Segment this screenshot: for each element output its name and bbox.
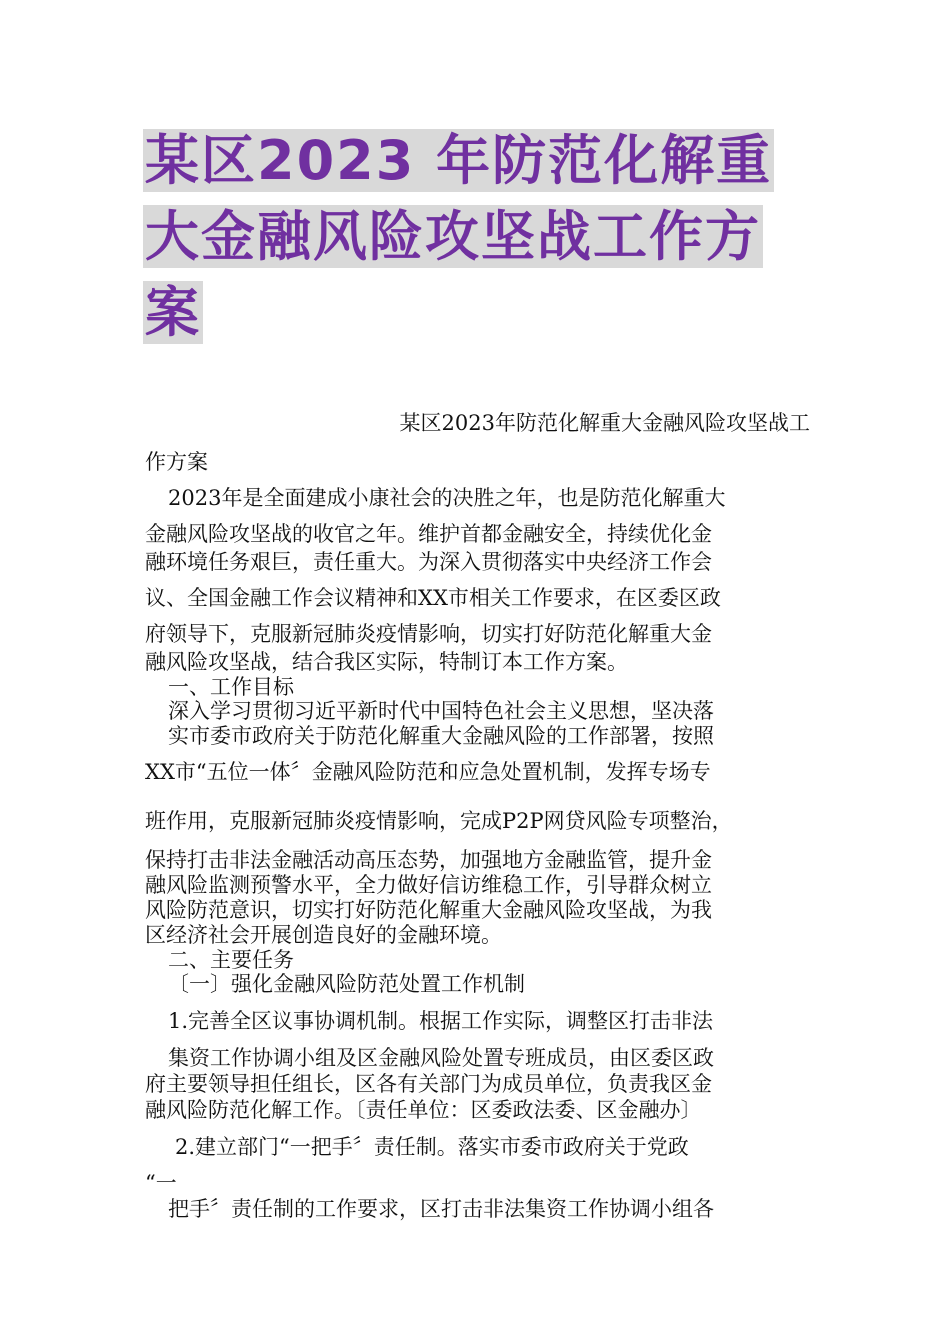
subtitle-line: 作方案 [145, 450, 208, 474]
title-line [143, 128, 813, 194]
paragraph-line: 融风险防范化解工作。〔责任单位：区委政法委、区金融办〕 [145, 1098, 702, 1122]
paragraph-line: 金融风险攻坚战的收官之年。维护首都金融安全，持续优化金 [145, 522, 712, 546]
title-line [143, 204, 813, 270]
paragraph-line: 深入学习贯彻习近平新时代中国特色社会主义思想，坚决落 [168, 699, 714, 723]
paragraph-line: “一 [145, 1171, 177, 1195]
paragraph-line: 2023年是全面建成小康社会的决胜之年，也是防范化解重大 [168, 486, 726, 510]
paragraph-line: 府领导下，克服新冠肺炎疫情影响，切实打好防范化解重大金 [145, 622, 712, 646]
paragraph-line: 把手〞责任制的工作要求，区打击非法集资工作协调小组各 [168, 1197, 714, 1221]
paragraph-line: 融环境任务艰巨，责任重大。为深入贯彻落实中央经济工作会 [145, 550, 712, 574]
paragraph-line: 融风险攻坚战，结合我区实际，特制订本工作方案。 [145, 650, 628, 674]
paragraph-line: 风险防范意识，切实打好防范化解重大金融风险攻坚战，为我 [145, 898, 712, 922]
document-title [143, 128, 813, 356]
paragraph-line: 府主要领导担任组长，区各有关部门为成员单位，负责我区金 [145, 1072, 712, 1096]
paragraph-line: 保持打击非法金融活动高压态势，加强地方金融监管，提升金 [145, 848, 712, 872]
title-line-text: 案 [145, 281, 201, 344]
paragraph-line: 区经济社会开展创造良好的金融环境。 [145, 923, 502, 947]
paragraph-line: XX市“五位一体〞金融风险防范和应急处置机制，发挥专场专 [145, 760, 711, 784]
paragraph-line: 1.完善全区议事协调机制。根据工作实际，调整区打击非法 [168, 1009, 714, 1033]
paragraph-line: 班作用，克服新冠肺炎疫情影响，完成P2P网贷风险专项整治， [145, 809, 733, 833]
section-heading: 二、主要任务 [168, 948, 294, 972]
title-line-text: 某区2023 年防范化解重 [145, 129, 773, 192]
paragraph-line: 实市委市政府关于防范化解重大金融风险的工作部署，按照 [168, 724, 714, 748]
paragraph-line: 2.建立部门“一把手〞责任制。落实市委市政府关于党政 [175, 1135, 689, 1159]
section-heading: 一、工作目标 [168, 675, 294, 699]
title-line-text: 大金融风险攻坚战工作方 [145, 205, 761, 268]
paragraph-line: 融风险监测预警水平，全力做好信访维稳工作，引导群众树立 [145, 873, 712, 897]
title-line [143, 280, 813, 346]
subtitle-line: 某区2023年防范化解重大金融风险攻坚战工 [399, 411, 810, 435]
paragraph-line: 集资工作协调小组及区金融风险处置专班成员，由区委区政 [168, 1046, 714, 1070]
subsection-heading: 〔一〕强化金融风险防范处置工作机制 [168, 972, 525, 996]
paragraph-line: 议、全国金融工作会议精神和XX市相关工作要求，在区委区政 [145, 586, 721, 610]
